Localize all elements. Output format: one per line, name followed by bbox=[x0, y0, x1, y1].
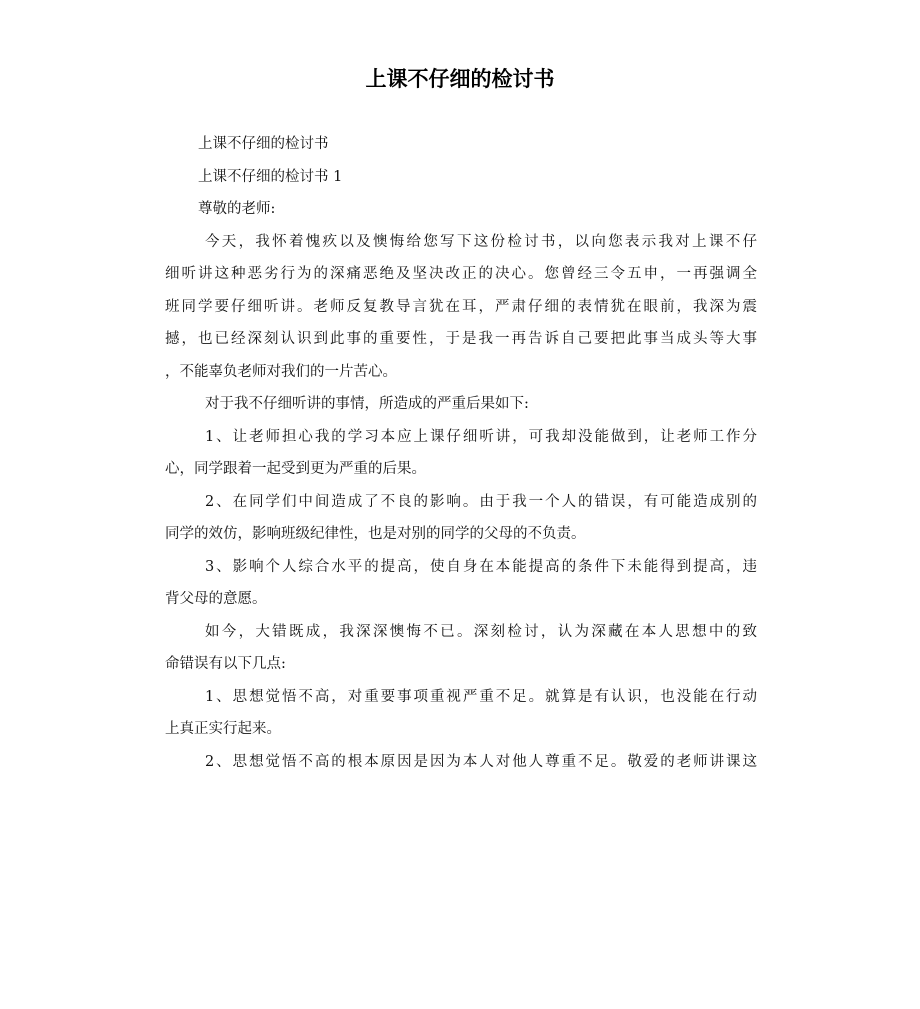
document-title: 上课不仔细的检讨书 bbox=[365, 67, 555, 91]
body-line: 2、思想觉悟不高的根本原因是因为本人对他人尊重不足。敬爱的老师讲课这 bbox=[205, 753, 757, 770]
body-line: 1、思想觉悟不高，对重要事项重视严重不足。就算是有认识，也没能在行动 bbox=[205, 688, 757, 705]
body-line: ，不能辜负老师对我们的一片苦心。 bbox=[165, 363, 397, 380]
body-line: 细听讲这种恶劣行为的深痛恶绝及坚决改正的决心。您曾经三令五申，一再强调全 bbox=[165, 266, 757, 282]
body-line: 对于我不仔细听讲的事情，所造成的严重后果如下: bbox=[205, 396, 529, 412]
body-line-salutation: 尊敬的老师: bbox=[198, 201, 276, 217]
body-line: 撼，也已经深刻认识到此事的重要性，于是我一再告诉自己要把此事当成头等大事 bbox=[165, 331, 757, 347]
body-line: 3、影响个人综合水平的提高，使自身在本能提高的条件下未能得到提高，违 bbox=[205, 558, 757, 575]
body-line: 1、让老师担心我的学习本应上课仔细听讲，可我却没能做到，让老师工作分 bbox=[205, 428, 757, 445]
body-line-subtitle: 上课不仔细的检讨书 bbox=[198, 136, 329, 152]
body-line: 同学的效仿，影响班级纪律性，也是对别的同学的父母的不负责。 bbox=[165, 526, 586, 542]
body-line: 命错误有以下几点: bbox=[165, 656, 286, 672]
body-line: 2、在同学们中间造成了不良的影响。由于我一个人的错误，有可能造成别的 bbox=[205, 493, 757, 510]
body-line: 如今，大错既成，我深深懊悔不已。深刻检讨，认为深藏在本人思想中的致 bbox=[205, 623, 757, 640]
body-line: 今天，我怀着愧疚以及懊悔给您写下这份检讨书，以向您表示我对上课不仔 bbox=[205, 233, 757, 250]
body-line: 背父母的意愿。 bbox=[165, 591, 267, 607]
body-line: 班同学要仔细听讲。老师反复教导言犹在耳，严肃仔细的表情犹在眼前，我深为震 bbox=[165, 298, 757, 315]
body-line-subtitle-numbered: 上课不仔细的检讨书 1 bbox=[198, 168, 343, 185]
document-body bbox=[165, 128, 757, 778]
body-line: 上真正实行起来。 bbox=[165, 721, 281, 737]
body-line: 心，同学跟着一起受到更为严重的后果。 bbox=[165, 461, 426, 477]
